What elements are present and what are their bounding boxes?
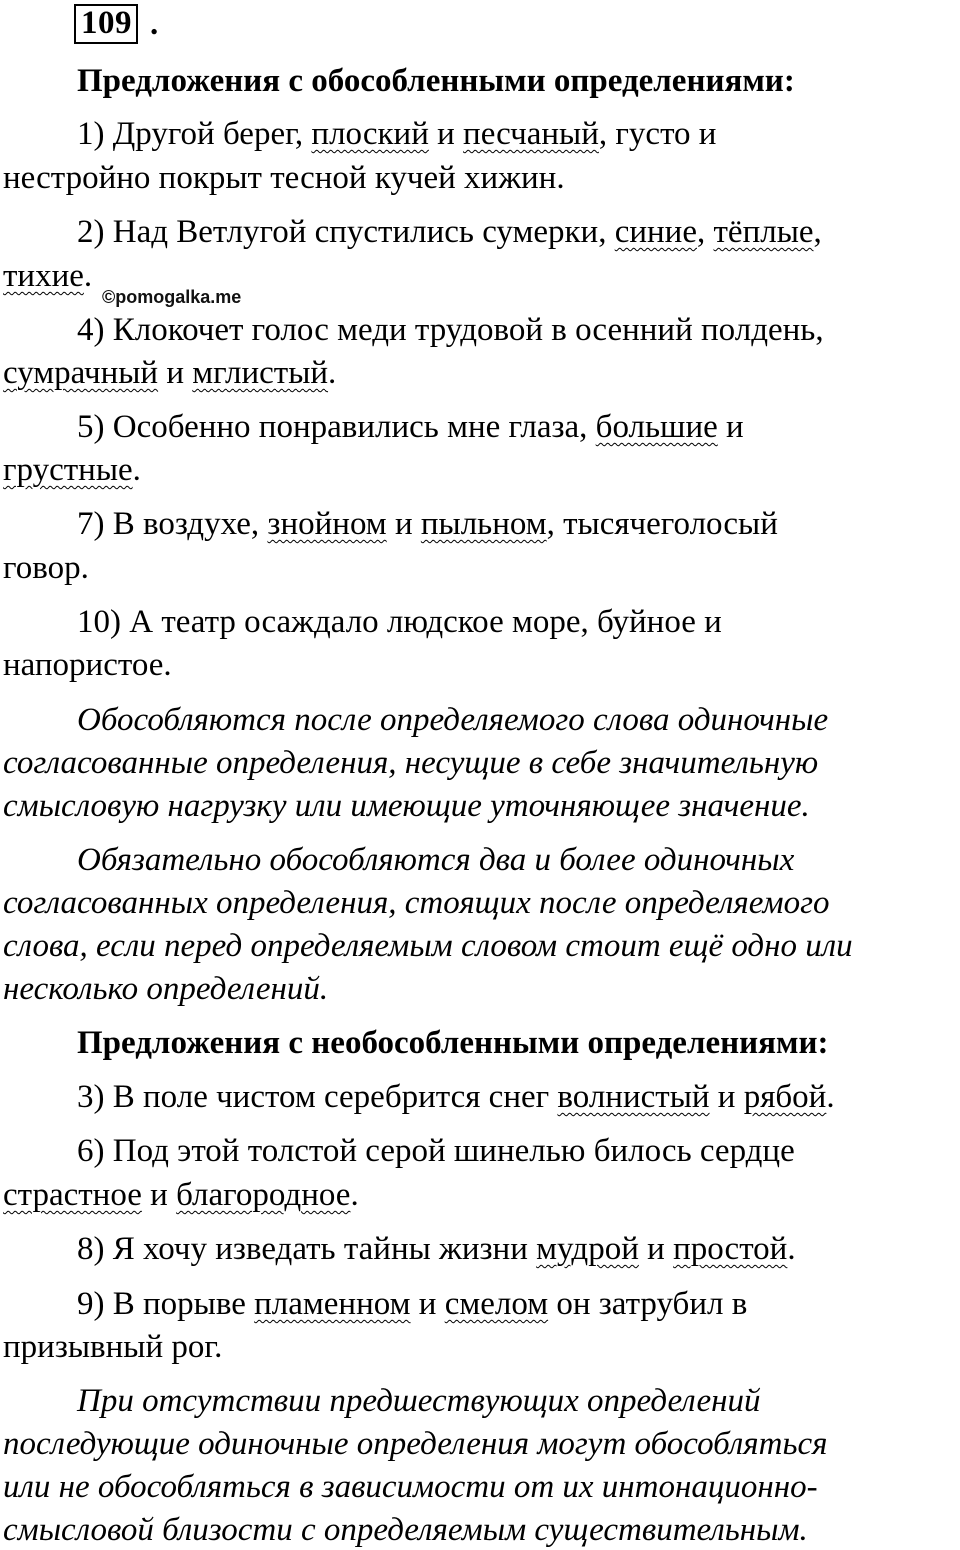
definition-word: грустные [3, 452, 133, 488]
rule-1-line-2: согласованные определения, несущие в себе значительную [3, 745, 819, 781]
rule-2-line-1: Обязательно обособляются два и более одиночных [77, 842, 795, 878]
definition-word: рябой [743, 1079, 827, 1115]
definition-word: мудрой [536, 1231, 639, 1267]
watermark: ©pomogalka.me [102, 287, 242, 307]
rule-1-line-1: Обособляются после определяемого слова одиночные [77, 702, 829, 738]
sentence-1-line-2: нестройно покрыт тесной кучей хижин. [3, 160, 565, 196]
rule-3-line-1: При отсутствии предшествующих определений [77, 1383, 761, 1419]
definition-word: пламенном [254, 1286, 411, 1322]
definition-word: благородное [176, 1177, 351, 1213]
sentence-2-line-2: тихие. [3, 258, 93, 294]
sentence-5-line-1: 5) Особенно понравились мне глаза, большие и [77, 409, 744, 445]
sentence-3: 3) В поле чистом серебрится снег волнистый и рябой. [77, 1079, 835, 1115]
rule-2-line-2: согласованных определения, стоящих после определяемого [3, 885, 830, 921]
sentence-1-line-1: 1) Другой берег, плоский и песчаный, густо и [77, 116, 717, 152]
rule-3-line-4: смысловой близости с определяемым существительным. [3, 1512, 808, 1548]
rule-1-line-3: смысловую нагрузку или имеющие уточняющее значение. [3, 788, 810, 824]
definition-word: простой [673, 1231, 788, 1267]
sentence-10-line-2: напористое. [3, 647, 172, 683]
sentence-9-line-1: 9) В порыве пламенном и смелом он затрубил в [77, 1286, 748, 1322]
definition-word: песчаный [463, 116, 599, 152]
definition-word: знойном [267, 506, 387, 542]
definition-word: большие [595, 409, 718, 445]
sentence-4-line-2: сумрачный и мглистый. [3, 355, 337, 391]
sentence-7-line-1: 7) В воздухе, знойном и пыльном, тысячеголосый [77, 506, 778, 542]
sentence-10-line-1: 10) А театр осаждало людское море, буйное и [77, 604, 722, 640]
definition-word: страстное [3, 1177, 142, 1213]
definition-word: мглистый [192, 355, 329, 391]
sentence-4-line-1: 4) Клокочет голос меди трудовой в осенний полдень, [77, 312, 824, 348]
rule-3-line-3: или не обособляться в зависимости от их интонационно- [3, 1469, 818, 1505]
sentence-6-line-2: страстное и благородное. [3, 1177, 359, 1213]
sentence-9-line-2: призывный рог. [3, 1329, 223, 1365]
section-heading-isolated: Предложения с обособленными определениями: [77, 63, 795, 99]
definition-word: пыльном [420, 506, 547, 542]
section-heading-non-isolated: Предложения с необособленными определениями: [77, 1025, 829, 1061]
exercise-number: 109 [74, 4, 138, 44]
definition-word: смелом [444, 1286, 549, 1322]
sentence-8: 8) Я хочу изведать тайны жизни мудрой и простой. [77, 1231, 796, 1267]
sentence-6-line-1: 6) Под этой толстой серой шинелью билось сердце [77, 1133, 795, 1169]
rule-3-line-2: последующие одиночные определения могут обособляться [3, 1426, 828, 1462]
definition-word: волнистый [557, 1079, 710, 1115]
rule-2-line-4: несколько определений. [3, 971, 329, 1007]
definition-word: тихие [3, 258, 84, 294]
rule-2-line-3: слова, если перед определяемым словом стоит ещё одно или [3, 928, 853, 964]
definition-word: сумрачный [3, 355, 159, 391]
definition-word: плоский [311, 116, 429, 152]
sentence-2-line-1: 2) Над Ветлугой спустились сумерки, синие, тёплые, [77, 214, 822, 250]
exercise-number-dot: . [150, 6, 159, 42]
definition-word: синие [614, 214, 697, 250]
definition-word: тёплые [713, 214, 814, 250]
sentence-5-line-2: грустные. [3, 452, 141, 488]
sentence-7-line-2: говор. [3, 550, 89, 586]
